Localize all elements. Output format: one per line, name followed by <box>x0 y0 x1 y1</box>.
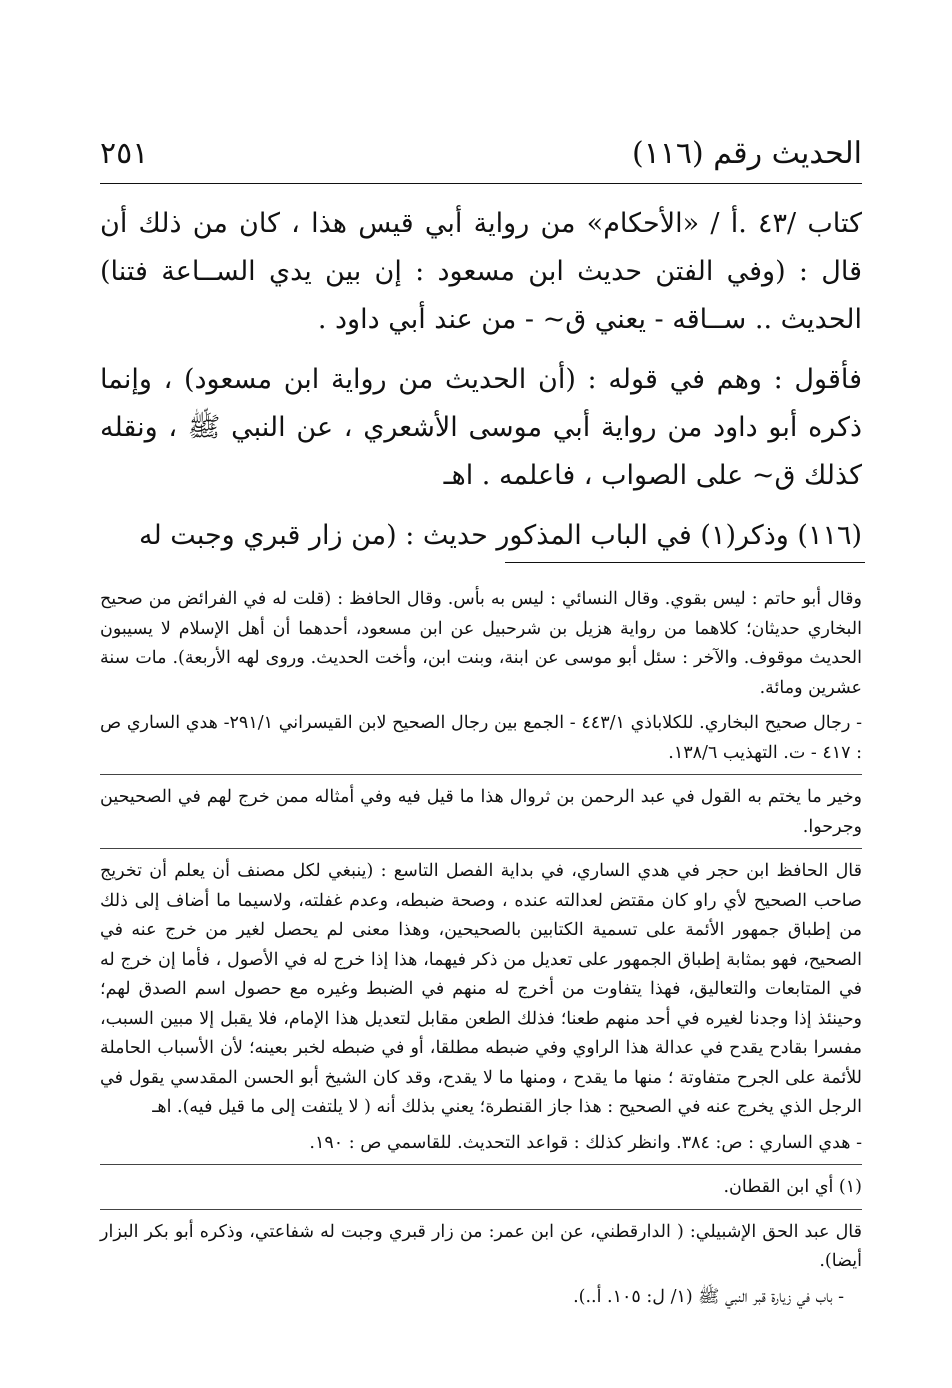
note-divider <box>100 1209 862 1210</box>
note-block: وخير ما يختم به القول في عبد الرحمن بن ثروال هذا ما قيل فيه وفي أمثاله ممن خرج لهم في الصحيحين وجرحوا. <box>100 787 862 837</box>
running-title: الحديث رقم (١١٦) <box>631 135 862 171</box>
main-paragraph: فأقول : وهم في قوله : (أن الحديث من رواية ابن مسعود) ، وإنما ذكره أبو داود من رواية أبي موسى الأشعري ، عن النبي ﷺ ، ونقله كذلك ق~ على الصواب ، فاعلمه . اهـ <box>100 364 862 491</box>
note-reference: - هدي الساري : ص: ٣٨٤. وانظر كذلك : قواعد التحديث. للقاسمي ص : ١٩٠. <box>309 1132 862 1153</box>
header-rule <box>100 183 862 184</box>
note-block: وقال أبو حاتم : ليس بقوي. وقال النسائي : ليس به بأس. وقال الحافظ : (قلت له في الفرائض من صحيح البخاري حديثان؛ كلاهما من رواية هزيل بن شرحبيل عن ابن مسعود، أحدهما أن أهل الإسلام لا يسيبون الحديث موقوف. والآخر : سئل أبو موسى عن ابنة، وبنت ابن، وأخت الحديث. وروى لهه الأربعة). مات سنة عشرين ومائة. <box>100 589 862 698</box>
note-divider <box>100 774 862 775</box>
note-reference: - رجال صحيح البخاري. للكلاباذي ٤٤٣/١ - الجمع بين رجال الصحيح لابن القيسراني ٢٩١/١- هدي الساري ص : ٤١٧ - ت. التهذيب ١٣٨/٦. <box>100 713 862 763</box>
note-divider <box>100 848 862 849</box>
main-paragraph: (١١٦) وذكر(١) في الباب المذكور حديث : (من زار قبري وجبت له <box>139 520 862 551</box>
footnote-rule <box>505 562 865 563</box>
note-block: قال الحافظ ابن حجر في هدي الساري، في بداية الفصل التاسع : (ينبغي لكل مصنف أن يعلم أن تخريج صاحب الصحيح لأي راو كان مقتض لعدالته عنده ، وصحة ضبطه، وعدم غفلته، ولاسيما ما أضاف إلى ذلك من إطباق جمهور الأئمة على تسمية الكتابين بالصحيحين، وهذا معنى لم يحصل لغير من خرج عنه في الصحيح، فهو بمثابة إطباق الجمهور على تعديل من ذكر فيهما، هذا إذا خرج له في الأصول ، فأما إن خرج له في المتابعات والتعاليق، فهذا يتفاوت من أخرج له منهم في الضبط وغيره مع حصول اسم الصدق لهم؛ وحينئذ إذا وجدنا لغيره في أحد منهم طعنا؛ فذلك الطعن مقابل لتعديل هذا الإمام، فلا يقبل إلا مبين السبب، مفسرا بقادح يقدح في عدالة هذا الراوي وفي ضبطه مطلقا، أو في ضبطه لخبر بعينه؛ لأن الأسباب الحاملة للأئمة على الجرح متفاوتة ؛ منها ما يقدح ، ومنها ما لا يقدح، وقد كان الشيخ أبو الحسن المقدسي يقول في الرجل الذي يخرج عنه في الصحيح : هذا جاز القنطرة؛ يعني بذلك أنه ( لا يلتفت إلى ما قيل فيه). اهـ <box>100 861 863 1117</box>
page-number: ٢٥١ <box>100 135 149 171</box>
note-reference: - باب في زيارة قبر النبي ﷺ (١/ ل: ١٠٥. أ..). <box>573 1286 844 1307</box>
footnote-1: (١) أي ابن القطان. <box>723 1177 862 1197</box>
main-paragraph: كتاب /٤٣ .أ / «الأحكام» من رواية أبي قيس هذا ، كان من ذلك أن قال : (وفي الفتن حديث ابن مسعود : إن بين يدي الســاعة فتنا) الحديث .. ســاقه - يعني ق~ - من عند أبي داود . <box>100 208 863 335</box>
running-header <box>100 128 862 178</box>
footnotes <box>100 585 862 1318</box>
main-text <box>100 200 862 572</box>
note-block: قال عبد الحق الإشبيلي: ( الدارقطني، عن ابن عمر: من زار قبري وجبت له شفاعتي، وذكره أبو بكر البزار أيضا). <box>100 1221 862 1271</box>
note-divider <box>100 1164 862 1165</box>
